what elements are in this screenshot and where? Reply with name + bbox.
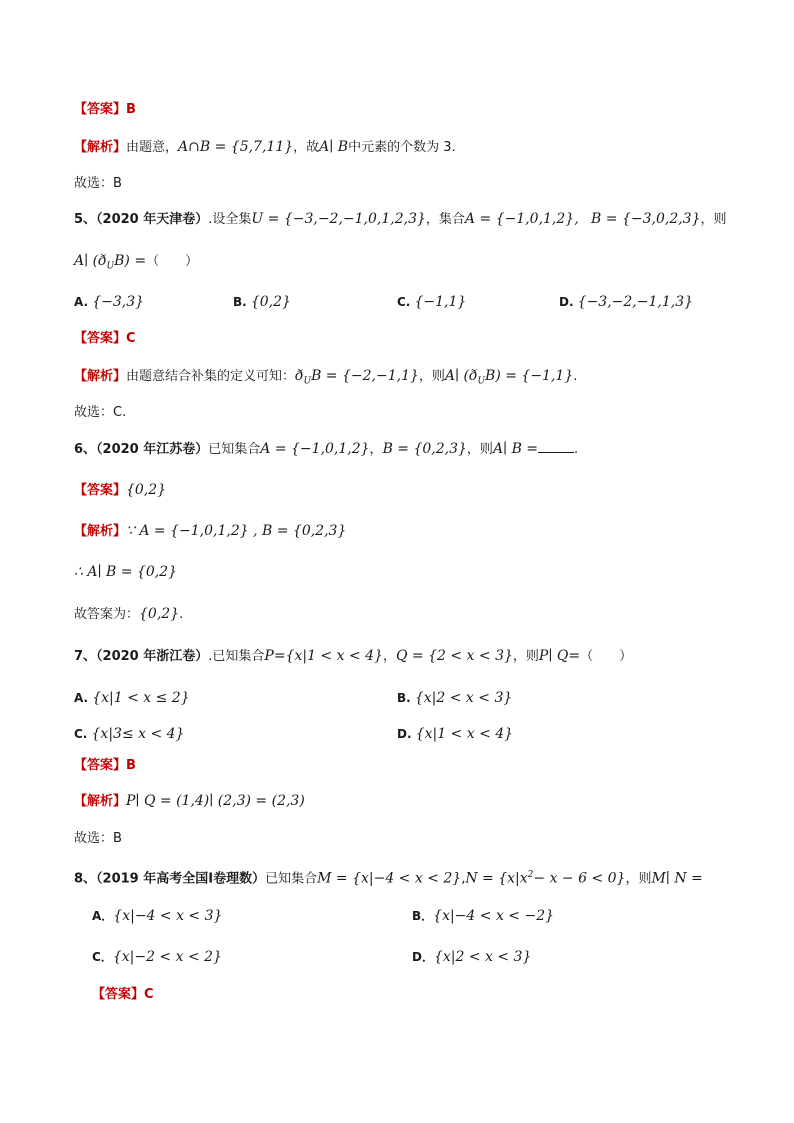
question-7-paren: （ ）: [580, 649, 633, 664]
option-label: D.: [397, 727, 412, 741]
option-value: {x|−4 < x < −2}: [433, 908, 555, 924]
option-label: B.: [233, 295, 247, 309]
answer-line-6: [74, 481, 166, 500]
choice-math: {0,2}: [139, 606, 180, 622]
answer-tag: 【答案】: [74, 102, 127, 117]
analysis-line-7: [74, 792, 305, 811]
choice-text: 故答案为：: [74, 607, 140, 622]
question-8-number: 8、（2019 年高考全国Ⅰ卷理数）: [74, 871, 266, 887]
option-value: {−3,3}: [92, 294, 145, 310]
answer-tag: 【答案】: [74, 758, 127, 773]
question-5-math-1: U = {−3,−2,−1,0,1,2,3}: [251, 211, 426, 227]
question-7-math-2: Q = {2 < x < 3}: [395, 648, 513, 664]
analysis-math: ∴ A∣ B = {0,2}: [74, 564, 177, 580]
question-8-math-2: N = {x|x: [465, 870, 528, 887]
analysis-sub-1: U: [303, 376, 312, 387]
question-7-option-c: [74, 725, 184, 744]
option-label: C．: [92, 950, 113, 964]
option-label: B.: [397, 691, 411, 705]
answer-line-8: [92, 986, 154, 1004]
question-8-option-a: [92, 907, 222, 926]
option-value: {x|−2 < x < 2}: [112, 949, 222, 965]
answer-tag: 【答案】: [74, 331, 127, 346]
analysis-math-1b: B = {−2,−1,1}: [311, 368, 419, 384]
analysis-line-6: [74, 522, 346, 541]
option-value: {0,2}: [250, 294, 291, 310]
option-value: {−3,−2,−1,1,3}: [577, 294, 694, 310]
analysis-tag: 【解析】: [74, 369, 127, 384]
option-value: {x|3≤ x < 4}: [91, 726, 185, 742]
option-value: {x|−4 < x < 3}: [113, 908, 223, 924]
question-5-number: 5、（2020 年天津卷）: [74, 212, 209, 227]
answer-value: B: [126, 102, 136, 117]
answer-math: {0,2}: [126, 482, 167, 498]
question-7-math-1: P={x|1 < x < 4}: [264, 648, 383, 664]
choice-text: 故选：C.: [74, 405, 127, 420]
analysis-tag: 【解析】: [74, 140, 127, 155]
question-8-option-b: [412, 907, 554, 926]
question-8-math-1: M = {x|−4 < x < 2}: [317, 870, 462, 887]
question-7: [74, 647, 632, 666]
option-value: {−1,1}: [414, 294, 467, 310]
choice-text: 故选：B: [74, 831, 122, 846]
analysis-text-mid: ，故: [293, 140, 320, 155]
analysis-math-2: A∣ (ð: [444, 368, 478, 384]
answer-tag: 【答案】: [92, 987, 145, 1002]
question-7-option-d: [397, 725, 513, 744]
question-5: [74, 210, 727, 229]
choice-line-7: [74, 830, 122, 848]
analysis-text-post: 中元素的个数为 3.: [348, 140, 456, 155]
question-5-line-2: [74, 252, 198, 276]
analysis-math-2: A∣ B: [319, 139, 349, 155]
question-8-mid: ,: [461, 871, 466, 887]
choice-post: .: [179, 607, 184, 622]
option-label: D．: [412, 950, 434, 964]
option-label: A.: [74, 295, 89, 309]
question-7-mid-2: ，则: [512, 649, 539, 664]
analysis-math-1: ð: [295, 368, 304, 384]
question-6-math-3: A∣ B =: [492, 441, 539, 457]
answer-tag: 【答案】: [74, 483, 127, 498]
question-5-option-b: [233, 293, 291, 312]
answer-blank: [538, 440, 574, 453]
option-label: A．: [92, 909, 114, 923]
option-value: {x|2 < x < 3}: [433, 949, 532, 965]
question-5-math-3: B = {−3,0,2,3}: [591, 211, 701, 227]
analysis-post: .: [573, 369, 578, 384]
question-5-mid: ，集合: [425, 212, 465, 227]
question-6-math-1: A = {−1,0,1,2}: [260, 441, 370, 457]
question-6-mid: ，: [369, 442, 383, 457]
choice-text: 故选：B: [74, 176, 122, 191]
analysis-math: P∣ Q = (1,4)∣ (2,3) = (2,3): [126, 793, 305, 809]
question-8: [74, 866, 703, 888]
question-7-number: 7、（2020 年浙江卷）: [74, 649, 209, 664]
analysis-math-2b: B) = {−1,1}: [485, 368, 574, 384]
question-5-option-d: [559, 293, 693, 312]
option-label: B．: [412, 909, 434, 923]
analysis-line-6b: [74, 563, 177, 582]
answer-line-5: [74, 330, 136, 348]
option-label: D.: [559, 295, 574, 309]
choice-line-4: [74, 175, 122, 193]
question-8-pre: 已知集合: [265, 871, 318, 887]
question-8-sup: 2: [527, 870, 534, 880]
option-value: {x|1 < x < 4}: [415, 726, 514, 742]
option-label: A.: [74, 691, 89, 705]
question-8-mid-2: ，则: [625, 871, 652, 887]
analysis-tag: 【解析】: [74, 524, 127, 539]
question-7-math-3: P∣ Q=: [538, 648, 581, 664]
analysis-sub-2: U: [477, 376, 486, 387]
option-label: C.: [397, 295, 411, 309]
analysis-mid: ，则: [418, 369, 445, 384]
answer-value: B: [126, 758, 136, 773]
analysis-line-5: [74, 367, 577, 391]
question-7-option-b: [397, 689, 512, 708]
analysis-tag: 【解析】: [74, 794, 127, 809]
question-5-math-2: A = {−1,0,1,2},: [464, 211, 579, 227]
analysis-line-4: [74, 138, 456, 157]
answer-value: C: [144, 987, 154, 1002]
question-5-option-c: [397, 293, 466, 312]
question-5-expr-sub: U: [106, 261, 115, 272]
choice-line-6: [74, 605, 183, 624]
answer-line-4: [74, 101, 136, 119]
question-8-option-d: [412, 948, 531, 967]
question-5-option-a: [74, 293, 144, 312]
question-6-math-2: B = {0,2,3}: [382, 441, 467, 457]
question-7-pre: .已知集合: [208, 649, 265, 664]
question-8-option-c: [92, 948, 222, 967]
question-7-mid: ，: [382, 649, 396, 664]
analysis-math: ∵ A = {−1,0,1,2} , B = {0,2,3}: [126, 523, 347, 539]
question-8-math-2b: − x − 6 < 0}: [533, 870, 626, 887]
question-6-pre: 已知集合: [208, 442, 261, 457]
question-5-pre: .设全集: [208, 212, 252, 227]
option-value: {x|1 < x ≤ 2}: [92, 690, 190, 706]
option-label: C.: [74, 727, 88, 741]
question-8-math-3: M∣ N =: [651, 870, 703, 887]
analysis-text: 由题意结合补集的定义可知：: [126, 369, 296, 384]
question-6-mid-2: ，则: [466, 442, 493, 457]
option-value: {x|2 < x < 3}: [414, 690, 513, 706]
question-6-number: 6、（2020 年江苏卷）: [74, 442, 209, 457]
question-5-expr: A∣ (ð: [74, 253, 107, 269]
choice-line-5: [74, 404, 126, 422]
question-6-post: .: [574, 442, 579, 457]
analysis-math: A∩B = {5,7,11}: [178, 139, 294, 155]
question-5-expr-2: B) =: [114, 253, 147, 269]
question-6: [74, 440, 578, 459]
question-5-paren: （ ）: [146, 254, 199, 269]
analysis-text: 由题意，: [126, 140, 179, 155]
answer-value: C: [126, 331, 136, 346]
question-5-post: ，则: [700, 212, 727, 227]
answer-line-7: [74, 757, 136, 775]
question-7-option-a: [74, 689, 190, 708]
